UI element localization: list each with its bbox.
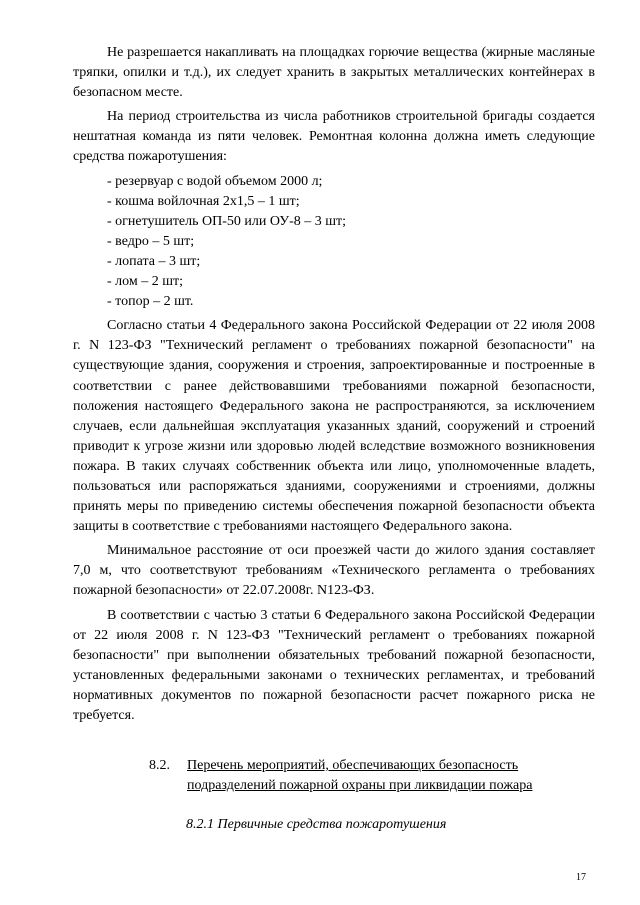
- list-item: - топор – 2 шт.: [107, 294, 194, 310]
- section-title: [187, 756, 532, 796]
- page-number: 17: [576, 872, 586, 883]
- paragraph: Согласно статьи 4 Федерального закона Российской Федерации от 22 июля 2008 г. N 123-ФЗ "Технический регламент о требованиях пожарной безопасности" на существующие здания, сооружения и строения, запроектированные и построенные в соответствии с ранее действовавшими требованиями пожарной безопасности, положения настоящего Федерального закона не распространяются, за исключением случаев, если дальнейшая эксплуатация указанных зданий, сооружений и строений приводит к угрозе жизни или здоровью людей вследствие возможного возникновения пожара. В таких случаях собственник объекта или лицо, уполномоченные владеть, пользоваться или распоряжаться зданиями, сооружениями и строениями, должны принять меры по приведению системы обеспечения пожарной безопасности объекта защиты в соответствие с требованиями настоящего Федерального закона.: [73, 318, 595, 535]
- list-item: - огнетушитель ОП-50 или ОУ-8 – 3 шт;: [107, 213, 347, 229]
- list-item: - резервуар с водой объемом 2000 л;: [107, 173, 323, 189]
- section-heading: [149, 756, 595, 796]
- section-title-line: подразделений пожарной охраны при ликвидации пожара: [187, 778, 533, 793]
- equipment-list: [73, 172, 595, 313]
- paragraph: На период строительства из числа работников строительной бригады создается нештатная команда из пяти человек. Ремонтная колонна должна иметь следующие средства пожаротушения:: [73, 109, 595, 165]
- subsection-heading: 8.2.1 Первичные средства пожаротушения: [186, 817, 447, 832]
- list-item: - лом – 2 шт;: [107, 274, 184, 290]
- section-number: 8.2.: [149, 758, 170, 773]
- paragraph: В соответствии с частью 3 статьи 6 Федерального закона Российской Федерации от 22 июля 2008 г. N 123-ФЗ "Технический регламент о требованиях пожарной безопасности" при выполнении обязательных требований пожарной безопасности, установленных федеральными законами о технических регламентах, и требований нормативных документов по пожарной безопасности расчет пожарного риска не требуется.: [73, 607, 595, 723]
- section-title-line: Перечень мероприятий, обеспечивающих безопасность: [187, 758, 519, 773]
- paragraph: Не разрешается накапливать на площадках горючие вещества (жирные масляные тряпки, опилки и т.д.), их следует хранить в закрытых металлических контейнерах в безопасном месте.: [73, 45, 595, 101]
- body-text: [73, 43, 595, 730]
- list-item: - кошма войлочная 2х1,5 – 1 шт;: [107, 193, 300, 209]
- list-item: - ведро – 5 шт;: [107, 233, 195, 249]
- paragraph: Минимальное расстояние от оси проезжей части до жилого здания составляет 7,0 м, что соответствуют требованиям «Технического регламента о требованиях пожарной безопасности» от 22.07.2008г. N123-ФЗ.: [73, 543, 595, 599]
- list-item: - лопата – 3 шт;: [107, 253, 201, 269]
